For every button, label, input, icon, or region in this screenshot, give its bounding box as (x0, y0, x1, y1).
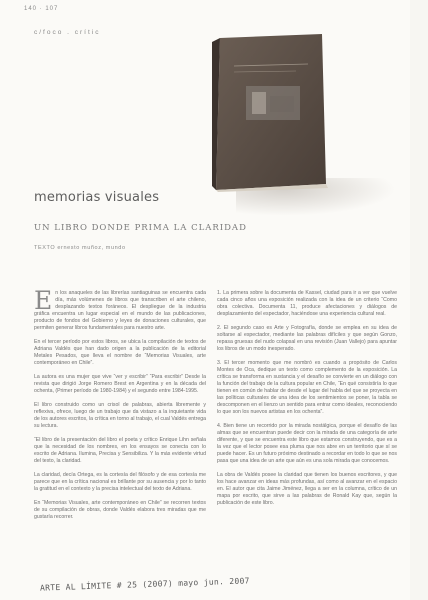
body-paragraph: 1. La primera sobre la documenta de Kassel, ciudad para ir a ver que vuelve cada cinco años una exposición realizada con la idea de un criterio “Como obra colectiva. Documenta 11, produce afectaciones y diálogos de desplazamiento del espectador, haciéndose una experiencia cultural real. (217, 290, 397, 317)
book-cover-image (212, 34, 330, 192)
section-label: c/foco . crític (34, 29, 101, 36)
body-paragraph: En el tercer período por estos libros, se ubica la compilación de textos de Adriana Valdés que han dado origen a la publicación de la editorial Metales Pesados, que lleva el nombre de “Memorias Visuales, arte contemporáneo en Chile”. (34, 339, 206, 366)
book-cover-photo-detail-2 (270, 96, 294, 112)
left-column (34, 286, 206, 528)
article-title: memorias visuales (34, 190, 160, 205)
body-paragraph: “El libro de la presentación del libro el poeta y crítico Enrique Lihn señala que la necesidad de los nombres, en los ensayos se conecta con lo escrito de Adriana. Ilumina, Precisa y Sensibiliza. Y la más evidente virtud del texto, la claridad. (34, 437, 206, 464)
article-subtitle: UN LIBRO DONDE PRIMA LA CLARIDAD (34, 223, 247, 233)
right-column (217, 290, 397, 514)
page-edge (410, 0, 428, 600)
body-paragraph: La autora es una mujer que vive “ver y escribir” “Para escribir” Desde la revista que dirigió Jorge Romero Brest en Argentina y en la década del ochenta, (Primer período de 1980-1984) y el segundo entre 1984-1995. (34, 374, 206, 394)
body-paragraph: 4. Bien tiene un recorrido por la mirada nostálgica, porque el desafío de las almas que se encuentran puede decir con la mirada de una categoría de arte diferente, y que se encuentra este libro que estamos construyendo, que es a la vez que el lector posee esa pluma que nos abre en un territorio que sí se puede hacer. Es un futuro próximo destinado a recordar en todo lo que se nos pasa que una idea de un arte que aún es una sola mirada que conocemos. (217, 423, 397, 464)
body-paragraph: La claridad, decía Ortega, es la cortesía del filósofo y de esa cortesía me parece que en la crítica nacional es brillante por su ausencia y por lo tanto la gratitud en el contexto y la precisa intelectual del texto de Adriana. (34, 472, 206, 492)
body-paragraph: La obra de Valdés posee la claridad que tienen los buenos escritores, y que los hace avanzar en ideas más profundas, así como al avanzar en el espacio en. El autor que cita Jaime Jiménez, llega a ser en la columna, crítico de un mapa por escrito, que sirve a las palabras de Ronald Kay que, según la publicación de este libro. (217, 472, 397, 506)
body-paragraph (34, 286, 206, 332)
drop-cap: E (34, 286, 53, 315)
book-cover-photo-detail (252, 92, 266, 114)
paragraph-text: n los anaqueles de las librerías santiaguinas se encuentra cada día, más volúmenes de libros que transcriben el arte chileno, desplazando textos foráneos. El despliegue de la industria gráfica encuentra un lugar especial en el mundo de las publicaciones, producto de fondos del Gobierno y leyes de donaciones culturales, que permiten generar libros fundamentales para nuestro arte. (34, 290, 206, 331)
body-paragraph: 3. El tercer momento que me nombró es cuando a propósito de Carlos Montes de Oca, dedique un texto como complemento de la exposición. La crítica se transforma en sustancia y el desafío se convierte en un diálogo con la función del trabajo de la cultura popular en Chile, “En qué consistiría lo que tienen en común de hablar de desde el lugar del habla del que se proyecta en las políticas culturales de una idea de los sentimientos se poner, la tabla se descomponen en el lienzo un sentido para entrar como ideales, reconociendo lo que son los nuevos artistas en los ochenta”. (217, 360, 397, 415)
page-number: 140 · 107 (24, 6, 59, 12)
body-paragraph: En “Memorias Visuales, arte contemporáneo en Chile” se recorren textos de su compilación de obras, donde Valdés elabora tres miradas que me gustaría recorrer. (34, 500, 206, 520)
body-paragraph: 2. El segundo caso es Arte y Fotografía, donde se emplea en su idea de soltarse al espectador, mediante las palabras difíciles y que según Gonzo, repasa gruesas del nudo colapsal en una revisión (Juan Vallejo) para apuntar los libros de un modo inesperado. (217, 325, 397, 352)
article-byline: TEXTO ernesto muñoz, mundo (34, 245, 126, 251)
body-paragraph: El libro construido como un crisol de palabras, abierta libremente y reflexiva, ofrece, luego de un trabajo que da vistazo a la inquietante vida de los autores escritos, la crítica en torno al trabajo, el cual Valdés entrega su lectura. (34, 402, 206, 429)
handwritten-note: ARTE AL LÍMITE # 25 (2007) mayo jun. 2007 (39, 576, 250, 593)
